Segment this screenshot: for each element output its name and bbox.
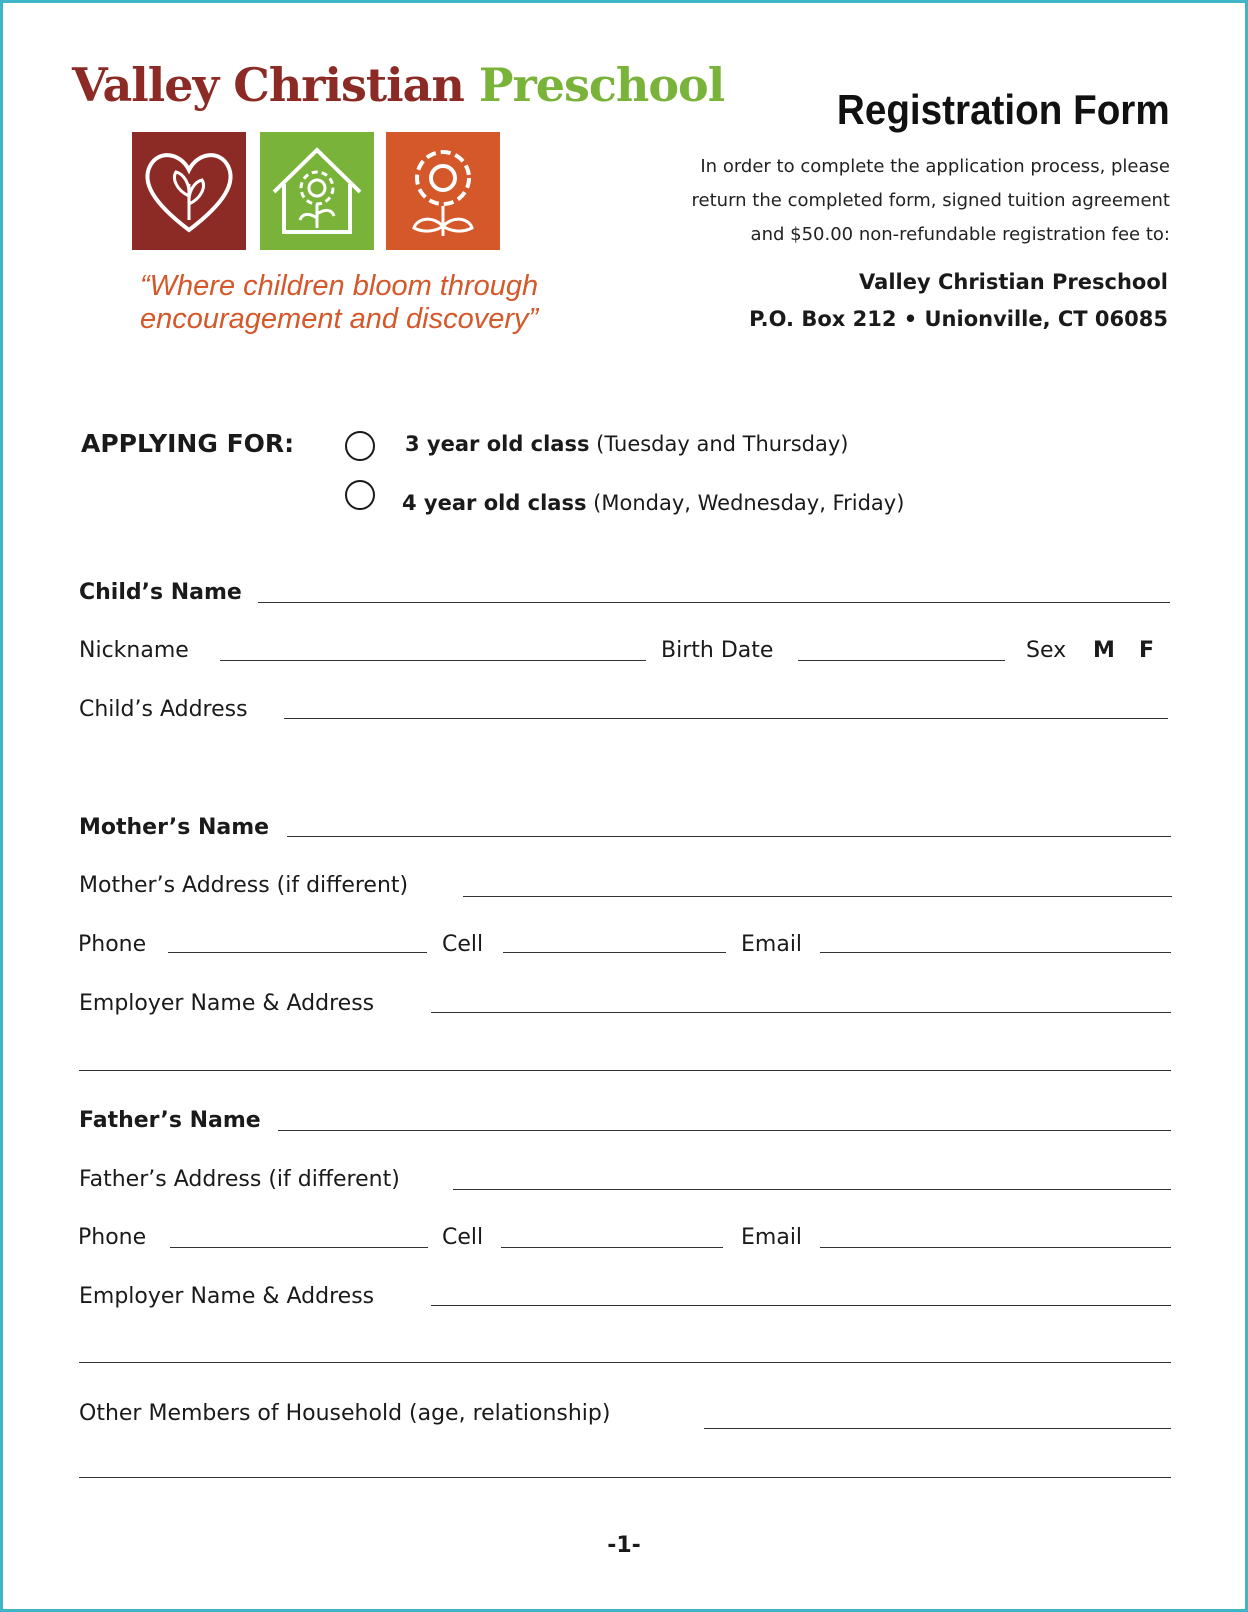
sunflower-icon <box>386 132 500 250</box>
organization-name: Valley Christian Preschool <box>859 270 1168 294</box>
mother-employer-label: Employer Name & Address <box>79 991 375 1016</box>
father-name-label: Father’s Name <box>79 1108 261 1133</box>
father-employer-label: Employer Name & Address <box>79 1284 375 1309</box>
sex-label: Sex <box>1026 638 1067 663</box>
option-4-year-days: (Monday, Wednesday, Friday) <box>593 491 905 515</box>
logo-tagline <box>140 270 538 336</box>
mother-employer-field-line2[interactable] <box>79 1070 1171 1071</box>
child-address-label: Child’s Address <box>79 697 248 722</box>
heart-icon <box>132 132 246 250</box>
option-3-year-class: 3 year old class <box>405 432 590 456</box>
mother-cell-label: Cell <box>442 932 484 957</box>
father-address-label: Father’s Address (if different) <box>79 1167 400 1192</box>
mother-email-field[interactable] <box>820 952 1171 953</box>
option-3-year <box>405 432 849 456</box>
nickname-label: Nickname <box>79 638 189 663</box>
father-address-field[interactable] <box>453 1189 1171 1190</box>
tagline-line2: encouragement and discovery” <box>140 303 539 335</box>
father-name-field[interactable] <box>278 1130 1171 1131</box>
mother-email-label: Email <box>741 932 803 957</box>
applying-for-label: APPLYING FOR: <box>81 429 295 458</box>
mother-address-field[interactable] <box>463 896 1172 897</box>
household-label: Other Members of Household (age, relationship) <box>79 1401 611 1426</box>
mother-phone-label: Phone <box>78 932 147 957</box>
child-name-field[interactable] <box>258 602 1170 603</box>
father-phone-label: Phone <box>78 1225 147 1250</box>
nickname-field[interactable] <box>220 660 646 661</box>
father-cell-label: Cell <box>442 1225 484 1250</box>
instructions-line: and $50.00 non-refundable registration fee to: <box>750 224 1170 245</box>
organization-address: P.O. Box 212 • Unionville, CT 06085 <box>749 307 1168 331</box>
father-employer-field[interactable] <box>431 1305 1171 1306</box>
father-cell-field[interactable] <box>501 1247 723 1248</box>
form-title: Registration Form <box>837 86 1170 133</box>
option-4-year-class: 4 year old class <box>402 491 587 515</box>
mother-name-field[interactable] <box>287 836 1171 837</box>
tagline-line1: “Where children bloom through <box>140 270 539 302</box>
father-employer-field-line2[interactable] <box>79 1362 1171 1363</box>
option-3-year-days: (Tuesday and Thursday) <box>596 432 849 456</box>
mother-address-label: Mother’s Address (if different) <box>79 873 409 898</box>
household-field-line2[interactable] <box>79 1477 1171 1478</box>
house-flower-icon <box>260 132 374 250</box>
sex-option-f[interactable]: F <box>1139 638 1155 663</box>
birth-date-label: Birth Date <box>661 638 774 663</box>
father-email-label: Email <box>741 1225 803 1250</box>
mother-cell-field[interactable] <box>503 952 726 953</box>
radio-4-year-class[interactable] <box>345 480 375 510</box>
option-4-year <box>402 491 904 515</box>
radio-3-year-class[interactable] <box>345 431 375 461</box>
father-phone-field[interactable] <box>170 1247 428 1248</box>
mother-name-label: Mother’s Name <box>79 815 270 840</box>
mother-phone-field[interactable] <box>168 952 427 953</box>
household-field[interactable] <box>704 1428 1171 1429</box>
child-address-field[interactable] <box>284 718 1168 719</box>
logo-title <box>72 58 724 112</box>
instructions-line: return the completed form, signed tuition agreement <box>691 190 1170 211</box>
page-number: -1- <box>607 1533 641 1558</box>
instructions-line: In order to complete the application process, please <box>700 156 1170 177</box>
logo-name-part2: Preschool <box>478 58 725 112</box>
birth-date-field[interactable] <box>798 660 1005 661</box>
instructions <box>692 150 1170 252</box>
sex-option-m[interactable]: M <box>1093 638 1115 663</box>
child-name-label: Child’s Name <box>79 580 242 605</box>
father-email-field[interactable] <box>820 1247 1171 1248</box>
mother-employer-field[interactable] <box>431 1012 1171 1013</box>
logo-name-part1: Valley Christian <box>72 58 464 112</box>
